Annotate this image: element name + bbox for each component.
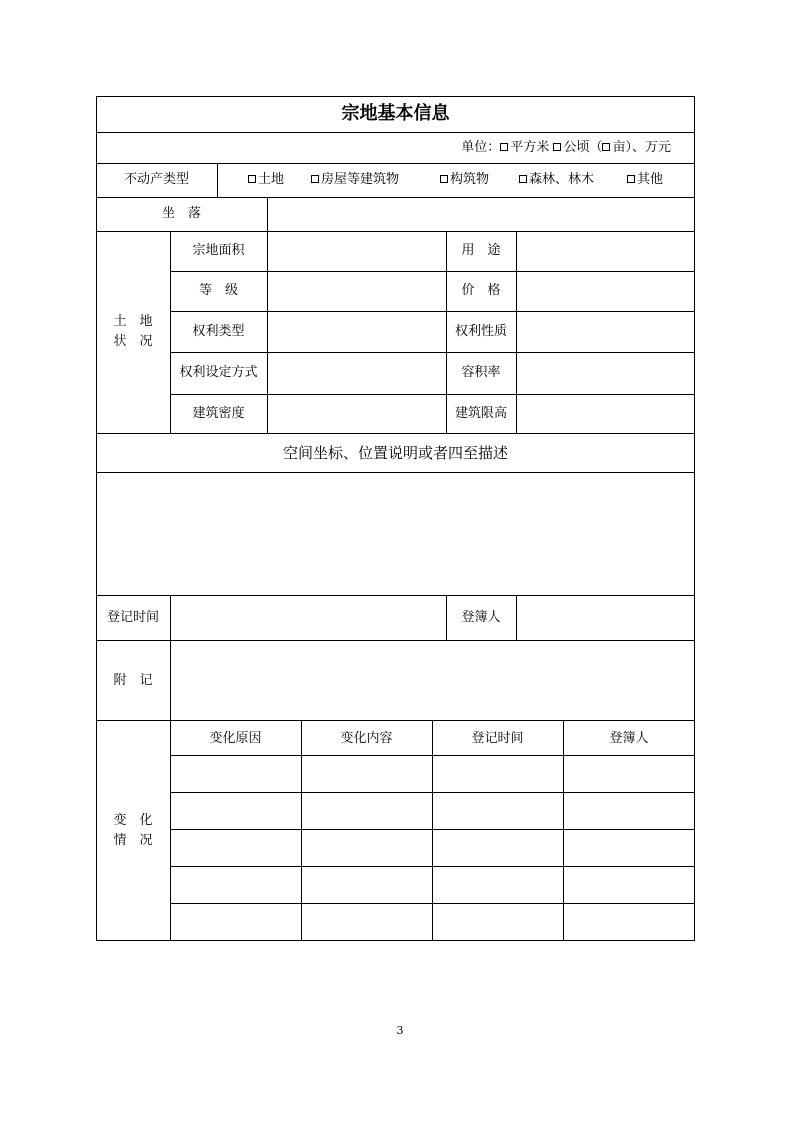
parcel-area-label: 宗地面积 xyxy=(192,243,245,258)
divider xyxy=(170,394,695,395)
checkbox-icon[interactable] xyxy=(627,175,635,183)
table-row-divider xyxy=(170,792,695,793)
checkbox-icon[interactable] xyxy=(602,143,610,151)
registrar-label: 登簿人 xyxy=(461,610,501,625)
unit-prefix: 单位： xyxy=(461,140,501,155)
divider xyxy=(96,433,695,434)
checkbox-icon[interactable] xyxy=(440,175,448,183)
unit-option-hectare: 公顷（ xyxy=(563,140,603,155)
change-registration-time-header: 登记时间 xyxy=(471,731,524,746)
divider xyxy=(96,720,695,721)
divider xyxy=(96,231,695,232)
right-setting-method-label: 权利设定方式 xyxy=(179,365,258,380)
unit-line xyxy=(461,140,671,156)
location-label: 坐 落 xyxy=(161,206,201,221)
changes-label: 变 化 情 况 xyxy=(113,813,153,848)
registration-time-field[interactable] xyxy=(171,596,446,639)
table-row-divider xyxy=(170,866,695,867)
table-row-divider xyxy=(170,755,695,756)
divider xyxy=(170,311,695,312)
spatial-description-heading: 空间坐标、位置说明或者四至描述 xyxy=(282,444,508,462)
use-label: 用 途 xyxy=(461,243,501,258)
property-type-option-other[interactable]: 其他 xyxy=(627,172,663,188)
divider xyxy=(516,231,517,433)
spatial-description-field[interactable] xyxy=(97,473,694,594)
land-status-label: 土 地 状 况 xyxy=(113,314,153,349)
property-type-option-land[interactable]: 土地 xyxy=(248,172,284,188)
price-label: 价 格 xyxy=(461,283,501,298)
divider xyxy=(170,720,171,941)
notes-field[interactable] xyxy=(171,641,694,719)
table-row-divider xyxy=(170,829,695,830)
checkbox-icon[interactable] xyxy=(553,143,561,151)
divider xyxy=(267,231,268,433)
form-title: 宗地基本信息 xyxy=(341,103,450,124)
change-content-header: 变化内容 xyxy=(340,731,393,746)
divider xyxy=(563,720,564,941)
property-type-label: 不动产类型 xyxy=(123,172,189,187)
page-number: 3 xyxy=(396,1024,404,1037)
divider xyxy=(217,163,218,197)
change-reason-header: 变化原因 xyxy=(209,731,262,746)
building-density-label: 建筑密度 xyxy=(192,406,245,421)
right-type-label: 权利类型 xyxy=(192,324,245,339)
grade-label: 等 级 xyxy=(198,283,238,298)
right-nature-label: 权利性质 xyxy=(454,324,507,339)
building-height-limit-label: 建筑限高 xyxy=(454,406,507,421)
location-field[interactable] xyxy=(268,198,694,230)
floor-area-ratio-label: 容积率 xyxy=(461,365,501,380)
divider xyxy=(96,132,695,133)
checkbox-icon[interactable] xyxy=(311,175,319,183)
notes-label: 附 记 xyxy=(113,673,153,688)
change-registrar-header: 登簿人 xyxy=(609,731,649,746)
registration-time-label: 登记时间 xyxy=(106,610,159,625)
divider xyxy=(432,720,433,941)
checkbox-icon[interactable] xyxy=(500,143,508,151)
table-row-divider xyxy=(170,903,695,904)
property-type-option-building[interactable]: 房屋等建筑物 xyxy=(311,172,399,188)
unit-option-mu: 亩）、万元 xyxy=(612,140,671,155)
parcel-info-form xyxy=(96,96,695,941)
divider xyxy=(96,163,695,164)
property-type-option-forest[interactable]: 森林、林木 xyxy=(519,172,594,188)
checkbox-icon[interactable] xyxy=(519,175,527,183)
checkbox-icon[interactable] xyxy=(248,175,256,183)
divider xyxy=(170,271,695,272)
registrar-field[interactable] xyxy=(517,596,694,639)
divider xyxy=(170,352,695,353)
divider xyxy=(301,720,302,941)
unit-option-sqm: 平方米 xyxy=(510,140,550,155)
property-type-option-structure[interactable]: 构筑物 xyxy=(440,172,489,188)
